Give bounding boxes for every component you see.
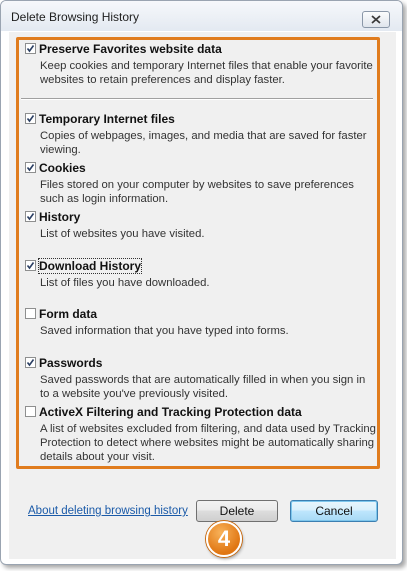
form-data-description: Saved information that you have typed into forms. [40, 325, 289, 337]
activex-tracking-label[interactable]: ActiveX Filtering and Tracking Protection data [39, 405, 302, 419]
history-checkbox[interactable] [25, 211, 36, 222]
preserve-favorites-description: Keep cookies and temporary Internet files that enable your favorite websites to retain preferences and display faster. [40, 60, 373, 86]
cookies-label[interactable]: Cookies [39, 161, 86, 175]
option-preserve-favorites [25, 41, 373, 87]
cancel-button[interactable]: Cancel [290, 500, 378, 522]
passwords-label[interactable]: Passwords [39, 356, 103, 370]
activex-tracking-checkbox[interactable] [25, 406, 36, 417]
temporary-internet-files-checkbox[interactable] [25, 113, 36, 124]
option-download-history [25, 258, 370, 290]
about-deleting-history-link[interactable]: About deleting browsing history [28, 505, 188, 517]
form-data-checkbox[interactable] [25, 308, 36, 319]
cookies-description: Files stored on your computer by websites to save preferences such as login information. [40, 179, 354, 205]
checkmark-icon [26, 212, 35, 221]
temporary-internet-files-description: Copies of webpages, images, and media that are saved for faster viewing. [40, 130, 367, 156]
dialog-title: Delete Browsing History [11, 10, 140, 24]
download-history-checkbox[interactable] [25, 260, 36, 271]
checkmark-icon [26, 44, 35, 53]
title-bar[interactable] [1, 1, 402, 31]
checkmark-icon [26, 261, 35, 270]
option-cookies [25, 160, 370, 206]
option-history [25, 209, 370, 241]
checkmark-icon [26, 163, 35, 172]
option-form-data [25, 306, 370, 338]
separator [21, 98, 373, 100]
passwords-description: Saved passwords that are automatically filled in when you sign in to a website you've previously visited. [40, 374, 366, 400]
cookies-checkbox[interactable] [25, 162, 36, 173]
temporary-internet-files-label[interactable]: Temporary Internet files [39, 112, 175, 126]
preserve-favorites-label[interactable]: Preserve Favorites website data [39, 42, 222, 56]
passwords-checkbox[interactable] [25, 357, 36, 368]
form-data-label[interactable]: Form data [39, 307, 98, 321]
history-label[interactable]: History [39, 210, 81, 224]
step-number-badge: 4 [206, 521, 242, 557]
preserve-favorites-checkbox[interactable] [25, 43, 36, 54]
history-description: List of websites you have visited. [40, 228, 205, 240]
download-history-description: List of files you have downloaded. [40, 277, 210, 289]
option-passwords [25, 355, 370, 401]
close-button[interactable] [362, 11, 390, 28]
checkmark-icon [26, 358, 35, 367]
checkmark-icon [26, 114, 35, 123]
option-activex-tracking [25, 404, 376, 464]
download-history-label[interactable]: Download History [39, 259, 142, 273]
close-icon [371, 15, 381, 24]
delete-button[interactable]: Delete [196, 500, 278, 522]
activex-tracking-description: A list of websites excluded from filtering, and data used by Tracking Protection to detect where websites might be automatically sharing details about your visit. [40, 423, 376, 463]
option-temporary-internet-files [25, 111, 370, 157]
